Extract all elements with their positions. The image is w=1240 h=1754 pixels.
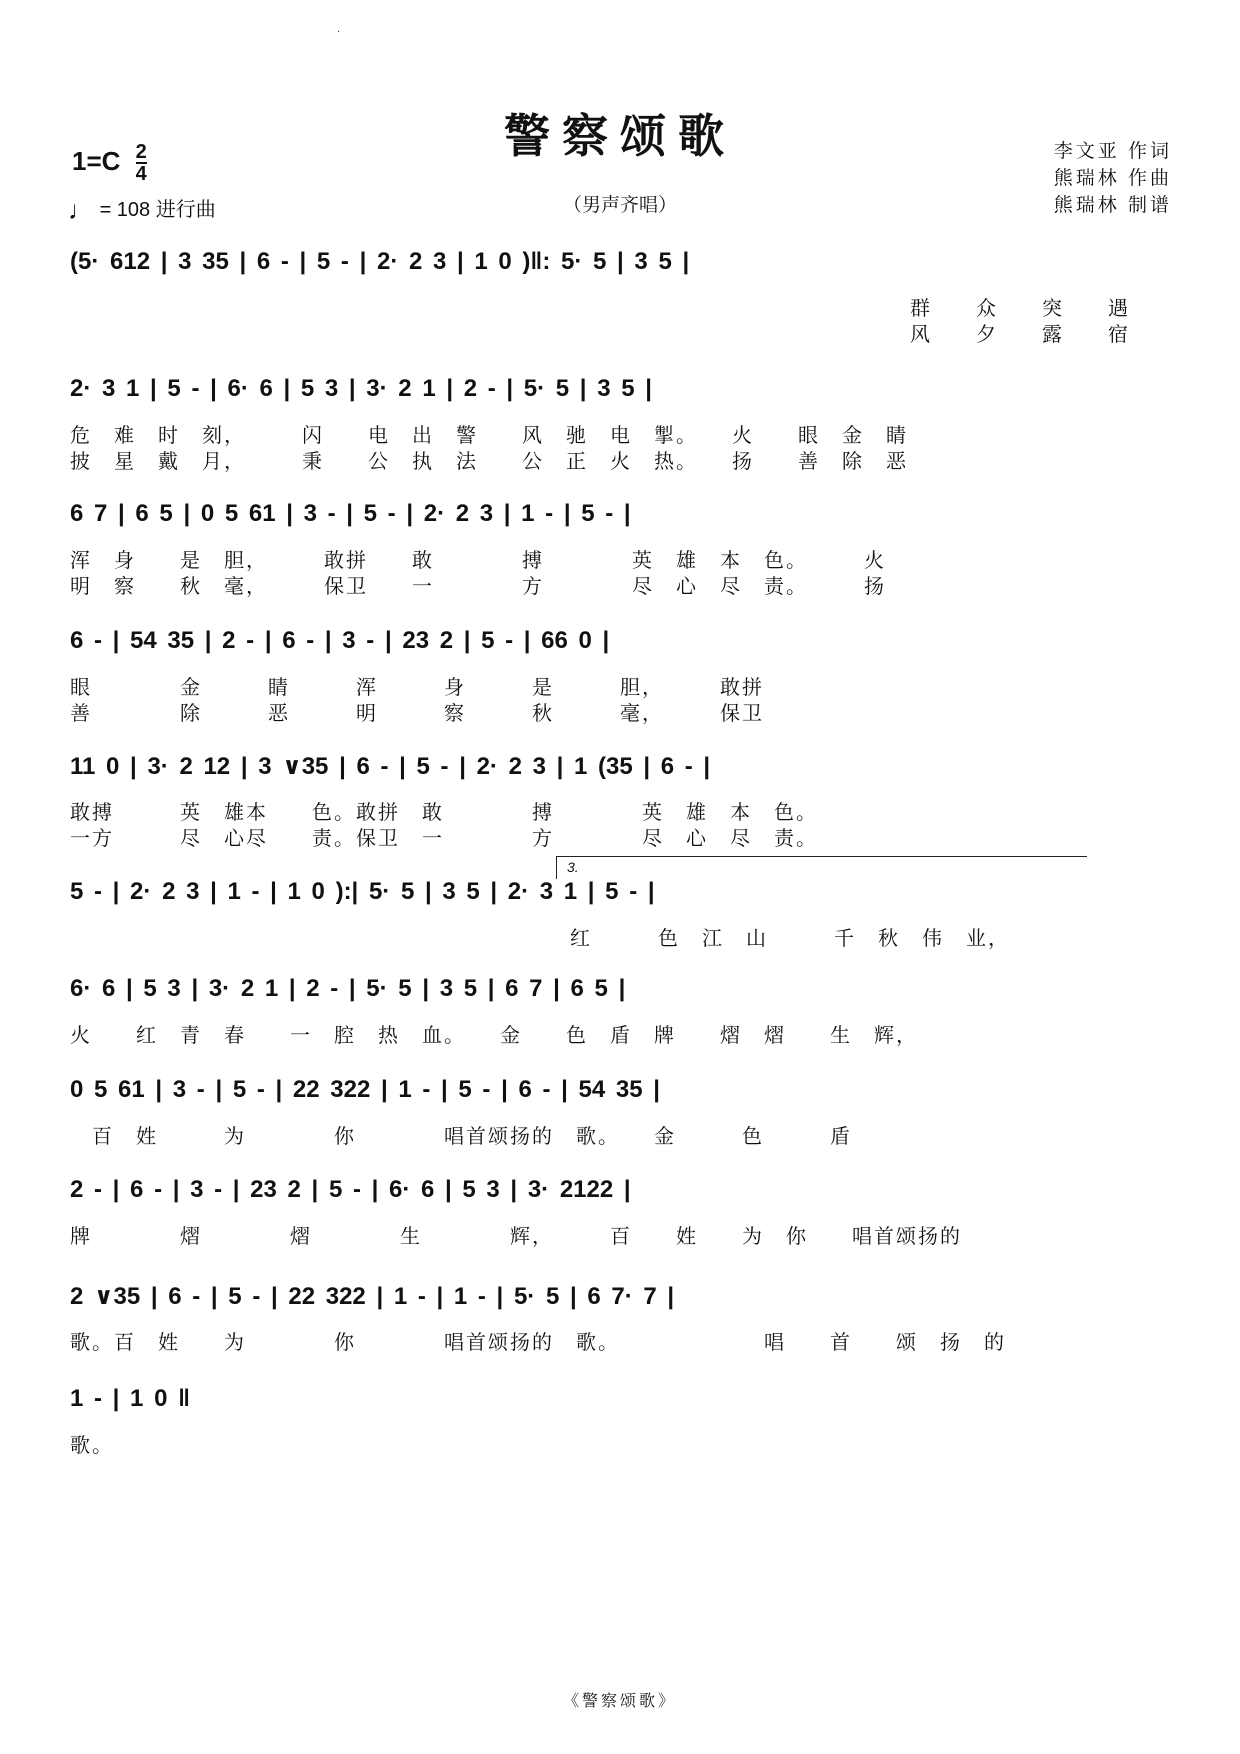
notation-line: 1 - | 1 0 ‖: [70, 1385, 191, 1412]
lyric-line: 一方 尽 心尽 责。保卫 一 方 尽 心 尽 责。: [70, 828, 818, 850]
score-row: [70, 975, 1170, 1065]
tempo-marking: [68, 193, 216, 226]
notation-line: (5· 612 | 3 35 | 6 - | 5 - | 2· 2 3 | 1 0 )‖: 5· 5 | 3 5 |: [70, 248, 690, 275]
lyricist-credit: 李文亚 作词: [1053, 141, 1172, 162]
lyric-line: 红 色 江 山 千 秋 伟 业，: [570, 928, 1010, 950]
time-numerator: 2: [135, 141, 147, 163]
lyric-line: 百 姓 为 你 唱首颂扬的 歌。 金 色 盾: [70, 1126, 852, 1148]
composer-credit: 熊瑞林 作曲: [1053, 168, 1172, 189]
lyric-line: 牌 熠 熠 生 辉， 百 姓 为 你 唱首颂扬的: [70, 1226, 962, 1248]
key-label: 1=C: [72, 145, 121, 176]
notation-line: 0 5 61 | 3 - | 5 - | 22 322 | 1 - | 5 - | 6 - | 54 35 |: [70, 1076, 660, 1103]
credits: [1054, 138, 1172, 219]
song-subtitle: （男声齐唱）: [562, 195, 677, 216]
lyric-line: 敢搏 英 雄本 色。敢拼 敢 搏 英 雄 本 色。: [70, 802, 818, 824]
score-row: [70, 859, 1170, 968]
score-row: [70, 627, 1170, 725]
score-row: [70, 500, 1170, 598]
lyric-line: 群 众 突 遇: [910, 298, 1130, 320]
volta-label: 3.: [567, 859, 579, 875]
score-row: [70, 1282, 1170, 1372]
lyric-line: 火 红 青 春 一 腔 热 血。 金 色 盾 牌 熠 熠 生 辉，: [70, 1025, 918, 1047]
lyric-line: 善 除 恶 明 察 秋 毫， 保卫: [70, 703, 764, 725]
volta-bracket: [556, 856, 1087, 879]
score-row: [70, 248, 1170, 346]
lyric-line: 危 难 时 刻， 闪 电 出 警 风 驰 电 掣。 火 眼 金 睛: [70, 425, 908, 447]
score-row: [70, 1176, 1170, 1266]
footer-title: 《警察颂歌》: [562, 1693, 677, 1710]
notation-line: 2 ∨35 | 6 - | 5 - | 22 322 | 1 - | 1 - | 5· 5 | 6 7· 7 |: [70, 1283, 675, 1310]
quarter-note-icon: ♩: [68, 195, 94, 225]
notation-line: 2· 3 1 | 5 - | 6· 6 | 5 3 | 3· 2 1 | 2 - | 5· 5 | 3 5 |: [70, 375, 652, 402]
lyric-line: 眼 金 睛 浑 身 是 胆， 敢拼: [70, 677, 764, 699]
score-row: [70, 752, 1170, 850]
notation-line: 5 - | 2· 2 3 | 1 - | 1 0 ):| 5· 5 | 3 5 | 2· 3 1 | 5 - |: [70, 878, 655, 905]
top-mark: ·: [337, 26, 341, 37]
notation-line: 6 7 | 6 5 | 0 5 61 | 3 - | 5 - | 2· 2 3 | 1 - | 5 - |: [70, 500, 631, 527]
notation-line: 6 - | 54 35 | 2 - | 6 - | 3 - | 23 2 | 5 - | 66 0 |: [70, 627, 610, 654]
lyric-line: 风 夕 露 宿: [910, 324, 1130, 346]
score-row: [70, 1076, 1170, 1166]
key-signature: [72, 142, 147, 184]
lyric-line: 歌。百 姓 为 你 唱首颂扬的 歌。 唱 首 颂 扬 的: [70, 1332, 1006, 1354]
time-denominator: 4: [135, 163, 147, 185]
score-row: [70, 1385, 1170, 1475]
notation-line: 11 0 | 3· 2 12 | 3 ∨35 | 6 - | 5 - | 2· 2 3 | 1 (35 | 6 - |: [70, 753, 711, 780]
notation-line: 6· 6 | 5 3 | 3· 2 1 | 2 - | 5· 5 | 3 5 | 6 7 | 6 5 |: [70, 975, 626, 1002]
lyric-line: 歌。: [70, 1435, 114, 1457]
notation-line: 2 - | 6 - | 3 - | 23 2 | 5 - | 6· 6 | 5 3 | 3· 2122 |: [70, 1176, 631, 1203]
song-title: 警察颂歌: [504, 109, 736, 163]
lyric-line: 明 察 秋 毫， 保卫 一 方 尽 心 尽 责。 扬: [70, 576, 886, 598]
time-signature: [136, 142, 147, 184]
lyric-line: 披 星 戴 月， 秉 公 执 法 公 正 火 热。 扬 善 除 恶: [70, 451, 908, 473]
tempo-text: = 108 进行曲: [99, 199, 216, 221]
score-row: [70, 375, 1170, 473]
lyric-line: 浑 身 是 胆， 敢拼 敢 搏 英 雄 本 色。 火: [70, 550, 886, 572]
transcriber-credit: 熊瑞林 制谱: [1053, 195, 1172, 216]
